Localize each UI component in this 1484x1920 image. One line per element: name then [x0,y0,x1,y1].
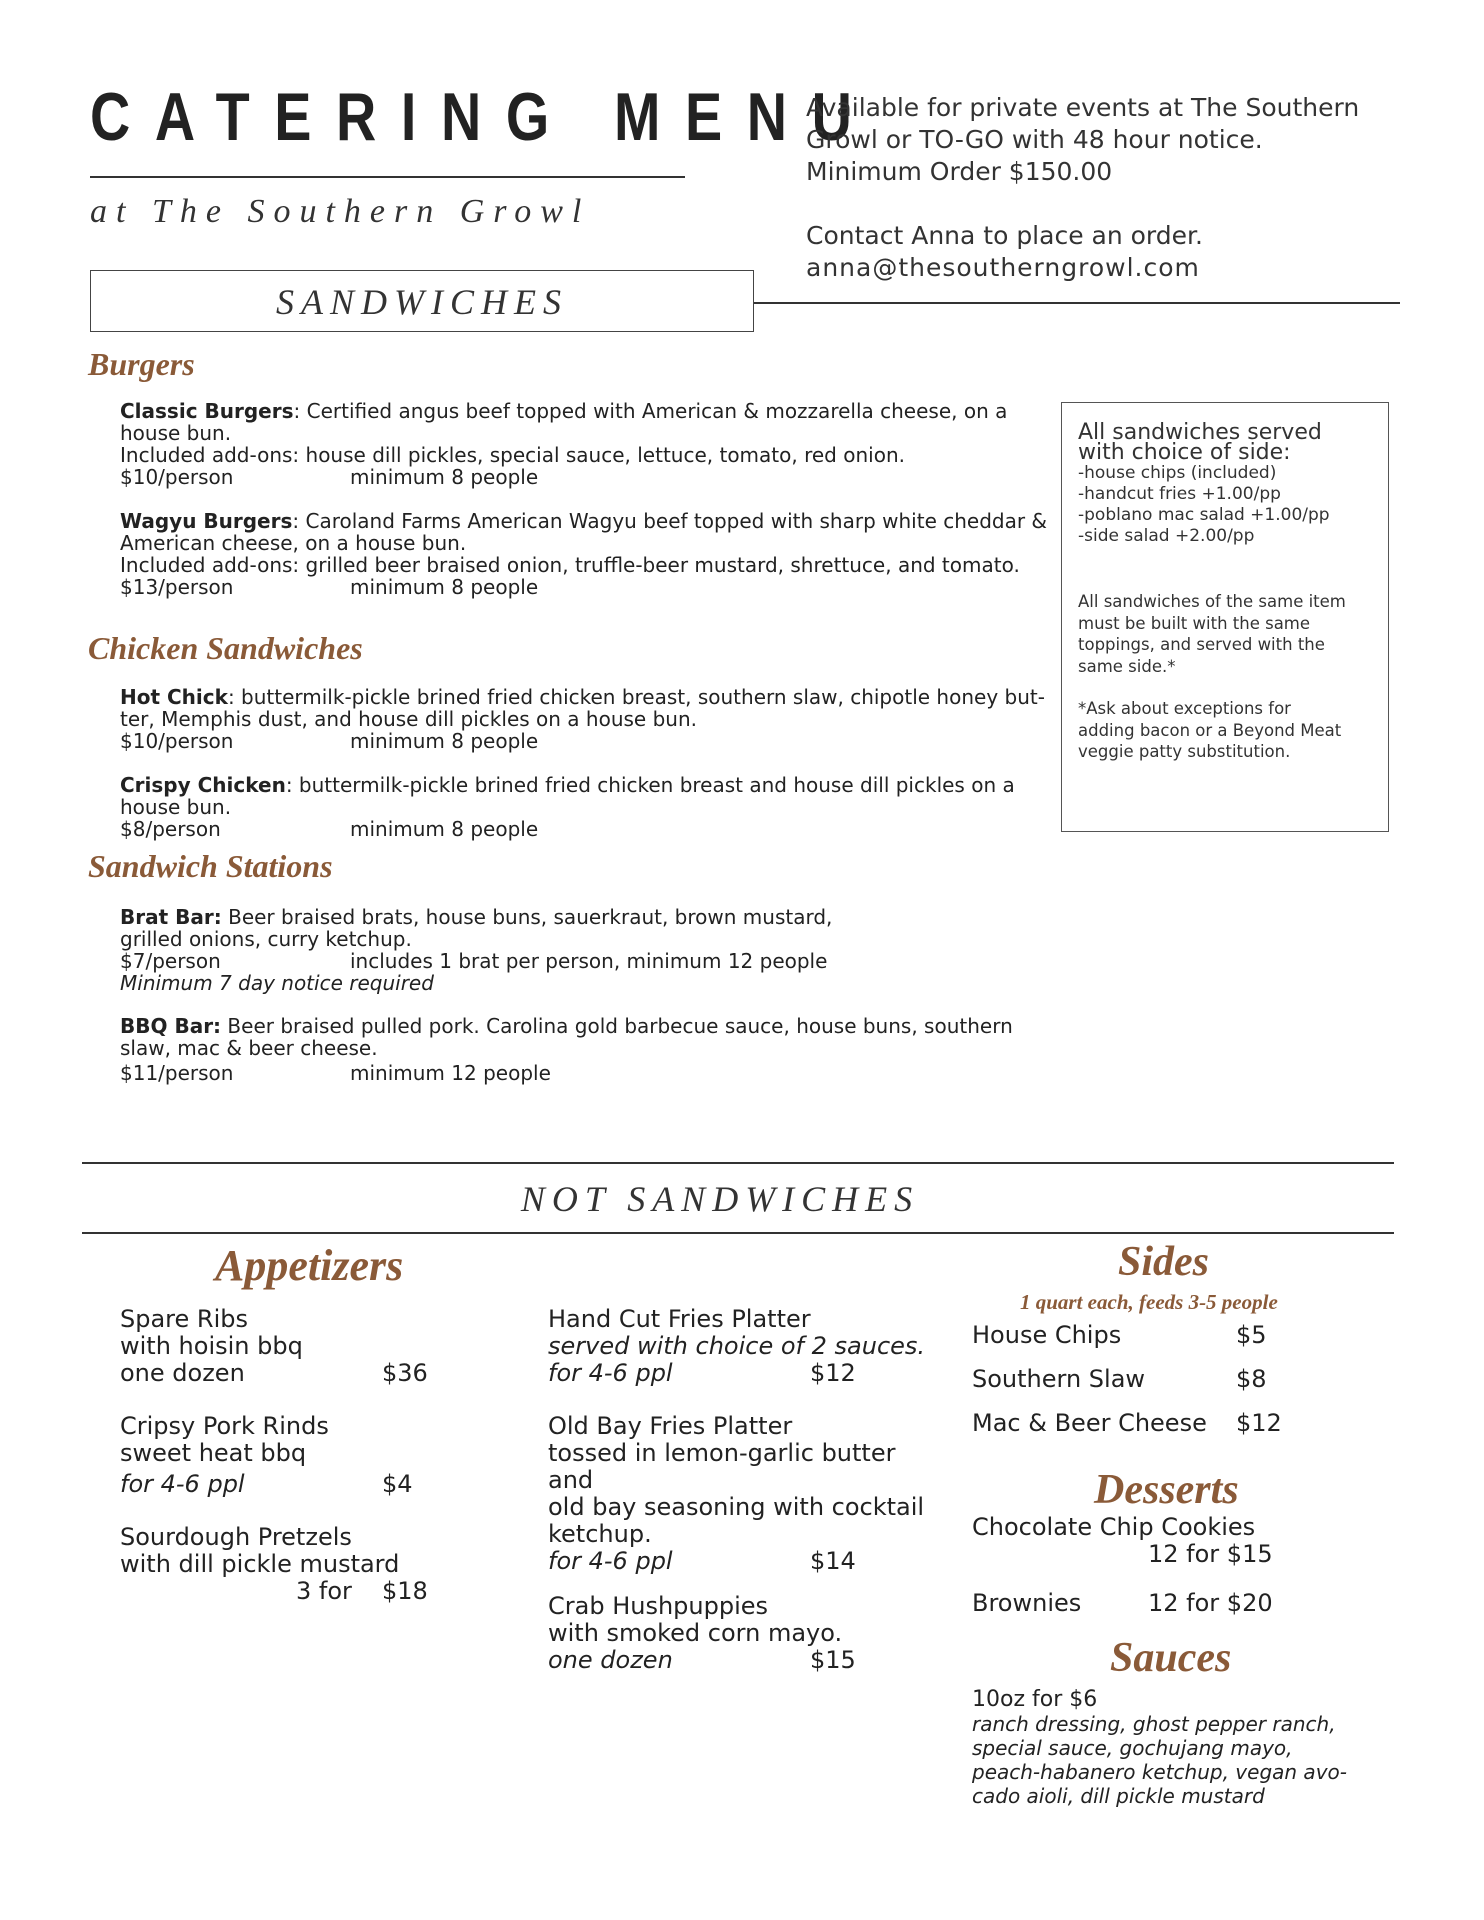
info-line: Minimum Order $150.00 [806,157,1113,186]
item-desc: slaw, mac & beer cheese. [120,1036,378,1060]
sandwich-sides-box [1061,402,1389,832]
item-name: Mac & Beer Cheese [972,1409,1207,1437]
item-desc: : Certified angus beef topped with American & mozzarella cheese, on a [293,399,1008,423]
hot-chick-item [120,686,1050,752]
item-addons: Included add-ons: grilled beer braised onion, truffle-beer mustard, shrettuce, and tomato. [120,553,1020,577]
chicken-heading: Chicken Sandwiches [88,630,363,666]
item-desc: Beer braised pulled pork. Carolina gold barbecue sauce, house buns, southern [221,1014,1013,1038]
item-desc: served with choice of 2 sauces. [548,1332,926,1360]
item-desc: tossed in lemon-garlic butter and [548,1439,896,1494]
sauce-price: 10oz for $6 [972,1687,1098,1712]
item-desc: house bun. [120,795,232,819]
side-item [972,1366,1302,1410]
wagyu-burgers-item [120,510,1050,598]
sidebox-heading: with choice of side: [1078,440,1291,465]
item-price: 12 for $20 [1148,1589,1273,1617]
item-qty: 3 for [296,1577,352,1605]
item-name: Cripsy Pork Rinds [120,1412,329,1440]
item-name: Hand Cut Fries Platter [548,1305,811,1333]
desserts-heading: Desserts [1094,1467,1239,1513]
note-line: All sandwiches of the same item [1078,592,1346,611]
item-desc: ter, Memphis dust, and house dill pickles on a house bun. [120,707,697,731]
side-item [972,1322,1302,1366]
info-line: Available for private events at The Southern [806,93,1360,122]
item-minimum: minimum 8 people [350,817,539,841]
burgers-heading: Burgers [88,346,195,382]
side-option: -side salad +2.00/pp [1078,526,1255,546]
item-desc: sweet heat bbq [120,1439,307,1467]
sides-heading: Sides [1118,1239,1210,1285]
item-desc: with hoisin bbq [120,1332,303,1360]
brat-bar-item [120,906,1050,994]
item-desc: grilled onions, curry ketchup. [120,927,412,951]
title-divider [90,176,685,178]
section-divider-top [82,1162,1394,1164]
item-desc: : buttermilk-pickle brined fried chicken breast and house dill pickles on a [285,773,1015,797]
item-desc: with smoked corn mayo. [548,1619,843,1647]
menu-item-pork-rinds [120,1413,440,1498]
item-name: Classic Burgers [120,399,294,423]
item-price: $4 [382,1470,413,1498]
item-minimum: minimum 12 people [350,1061,551,1085]
menu-item-hand-cut-fries [548,1306,948,1387]
bbq-bar-item [120,1015,1050,1084]
note-line: same side.* [1078,656,1176,676]
item-name: Wagyu Burgers [120,509,293,533]
menu-title: CATERING MENU [90,79,877,155]
section-divider-bottom [82,1232,1394,1234]
appetizers-list [120,1306,440,1605]
not-sandwiches-title: NOT SANDWICHES [520,1179,920,1219]
sauce-line: peach-habanero ketchup, vegan avo- [972,1760,1347,1784]
item-price: $14 [810,1547,856,1575]
item-name: Spare Ribs [120,1305,248,1333]
item-desc: old bay seasoning with cocktail [548,1493,925,1521]
menu-item-spare-ribs [120,1306,440,1387]
side-option: -handcut fries +1.00/pp [1078,484,1281,504]
item-name: Crab Hushpuppies [548,1592,769,1620]
note-line: veggie patty substitution. [1078,742,1291,761]
classic-burgers-item [120,400,1050,488]
info-line: Growl or TO-GO with 48 hour notice. [806,125,1263,154]
note-line: toppings, and served with the [1078,635,1325,654]
item-price: $36 [382,1359,428,1387]
item-minimum: includes 1 brat per person, minimum 12 people [350,949,828,973]
item-minimum: minimum 8 people [350,465,539,489]
item-desc: : buttermilk-pickle brined fried chicken breast, southern slaw, chipotle honey but- [227,685,1045,709]
item-desc: American cheese, on a house bun. [120,531,467,555]
sauce-line: cado aioli, dill pickle mustard [972,1784,1265,1808]
note-line: must be built with the same [1078,613,1311,633]
side-option: -poblano mac salad +1.00/pp [1078,505,1330,525]
header-divider [754,302,1400,304]
item-name: BBQ Bar: [120,1014,222,1038]
item-price: $12 [1236,1409,1282,1437]
item-name: Chocolate Chip Cookies [972,1513,1256,1541]
menu-item-pretzels [120,1524,440,1605]
menu-item-crab-hushpuppies [548,1593,948,1674]
item-addons: Included add-ons: house dill pickles, special sauce, lettuce, tomato, red onion. [120,443,905,467]
order-info [806,92,1366,284]
item-qty: for 4-6 ppl [120,1470,245,1498]
item-minimum: minimum 8 people [350,729,539,753]
side-option: -house chips (included) [1078,463,1277,483]
item-desc: Beer braised brats, house buns, sauerkraut, brown mustard, [221,905,833,929]
menu-item-old-bay-fries [548,1413,948,1575]
item-price: $7/person [120,949,221,973]
sauces-block [972,1688,1372,1808]
item-price: $13/person [120,575,234,599]
item-qty: one dozen [548,1646,673,1674]
sandwiches-section-title: SANDWICHES [90,270,754,332]
item-desc: house bun. [120,421,232,445]
item-name: Brat Bar: [120,905,222,929]
note-line: adding bacon or a Beyond Meat [1078,720,1342,740]
sidebox-note [1078,591,1372,763]
platters-list [548,1306,948,1674]
sauce-line: ranch dressing, ghost pepper ranch, [972,1712,1336,1736]
item-desc: : Caroland Farms American Wagyu beef topped with sharp white cheddar & [292,509,1048,533]
item-qty: for 4-6 ppl [548,1547,673,1575]
stations-heading: Sandwich Stations [88,848,333,884]
appetizers-heading: Appetizers [215,1241,404,1290]
sidebox-heading: All sandwiches served [1078,420,1322,445]
info-line: Contact Anna to place an order. [806,221,1203,250]
item-name: Southern Slaw [972,1365,1146,1393]
item-name: Brownies [972,1589,1082,1617]
crispy-chicken-item [120,774,1050,840]
item-price: 12 for $15 [1148,1540,1273,1568]
item-desc: with dill pickle mustard [120,1550,400,1578]
contact-email: anna@thesoutherngrowl.com [806,253,1200,282]
item-name: Sourdough Pretzels [120,1523,352,1551]
sides-list [972,1322,1302,1454]
item-price: $12 [810,1359,856,1387]
side-item [972,1410,1302,1454]
item-price: $10/person [120,465,234,489]
sauce-line: special sauce, gochujang mayo, [972,1736,1293,1760]
item-price: $15 [810,1646,856,1674]
item-name: Hot Chick [120,685,228,709]
desserts-list [972,1514,1302,1617]
item-price: $10/person [120,729,234,753]
sauces-heading: Sauces [1110,1635,1232,1681]
item-qty: for 4-6 ppl [548,1359,673,1387]
menu-subtitle: at The Southern Growl [90,193,591,230]
item-desc: ketchup. [548,1520,652,1548]
item-name: House Chips [972,1321,1122,1349]
item-name: Old Bay Fries Platter [548,1412,793,1440]
item-name: Crispy Chicken [120,773,286,797]
item-price: $8 [1236,1365,1267,1393]
item-price: $11/person [120,1061,234,1085]
item-minimum: minimum 8 people [350,575,539,599]
item-price: $5 [1236,1321,1267,1349]
item-note: Minimum 7 day notice required [120,971,434,995]
item-qty: one dozen [120,1359,245,1387]
item-price: $18 [382,1577,428,1605]
note-line: *Ask about exceptions for [1078,699,1291,718]
sides-subheading: 1 quart each, feeds 3-5 people [1020,1290,1278,1314]
dessert-item [972,1590,1302,1617]
item-price: $8/person [120,817,221,841]
